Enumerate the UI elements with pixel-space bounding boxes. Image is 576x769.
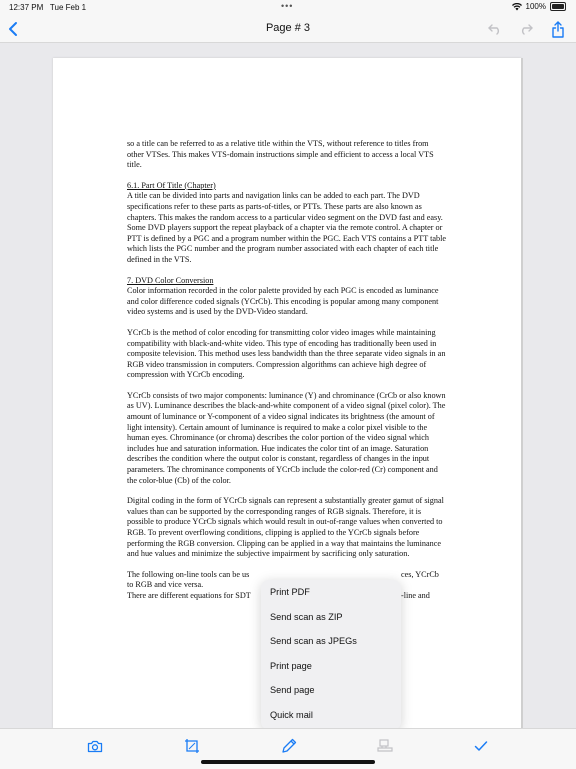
paragraph: YCrCb consists of two major components: luminance (Y) and chrominance (CrCb or also known as UV). Luminance describes the black-and-white component of a video signal (pixel color). The amount of luminance or Y-component of a video signal indicates its brightness (the amount of light intensity). Certain amount of luminance is required to make a color pixel visible to the human eyes. Chrominance (or chroma) describes the color portion of the video signal which includes hue and saturation information. Hue indicates the color tint of an image. Saturation describes the condition where the output color is constant, regardless of changes in the input parameters. The chrominance components of YCrCb include the color-red (Cr) component and the color-blue (Cb) of the color. xyxy=(127,390,446,485)
menu-item-print-pdf[interactable]: Print PDF xyxy=(270,587,310,597)
menu-item-print-page[interactable]: Print page xyxy=(270,660,312,671)
paragraph: Color information recorded in the color palette provided by each PGC is encoded as luminance and color difference coded signals (YCrCb). This encoding is popular among many component video systems and is used by the DVD-Video standard. xyxy=(127,286,439,317)
paragraph: A title can be divided into parts and navigation links can be added to each part. The DVD specifications refer to these parts as parts-of-titles, or PTTs. These parts are also known as chapters. This makes the random access to a particular video segment on the DVD fast and easy. Some DVD players support the repeat playback of a chapter via the remote control. A chapter or PTT is defined by a PGC and a program number within the PGC. Each VTS contains a PTT table which lists the PGC number and the program number associated with each chapter of each title defined in the VTS. xyxy=(127,191,447,264)
paragraph: so a title can be referred to as a relative title within the VTS, without reference to titles from other VTSes. This makes VTS-domain instructions simple and efficient to access a local VTS title. xyxy=(127,139,434,170)
section xyxy=(127,276,447,318)
section-heading: 7. DVD Color Conversion xyxy=(127,275,214,285)
stamp-icon xyxy=(377,738,393,754)
text-fragment: There are different equations for SDT xyxy=(127,590,251,600)
share-button[interactable] xyxy=(547,18,569,40)
document-text xyxy=(127,139,447,604)
paragraph: YCrCb is the method of color encoding for transmitting color video images while maintaining compatibility with black-and-white video. This type of encoding has traditionally been used in composite television. This method uses less bandwidth than the three separate video signals in an RGB video transmission in computers. Compression algorithms can achieve high degree of compression with YCrCb encoding. xyxy=(127,327,446,380)
menu-item-send-scan-zip[interactable]: Send scan as ZIP xyxy=(270,611,343,622)
paragraph: Digital coding in the form of YCrCb signals can represent a substantially greater gamut of signal values than can be supported by the corresponding ranges of RGB signals. Therefore, it is possible to produce YCrCb signals which would result in out-of-range values when converted to RGB. To prevent overflowing conditions, clipping is applied to the YCrCb signals before performing the RGB conversion. Clipping can be applied in a way that maintains the luminance and hue values and minimize the subjective impairment by sacrificing only saturation. xyxy=(127,496,444,559)
redo-button[interactable] xyxy=(515,18,537,40)
menu-item-quick-mail[interactable]: Quick mail xyxy=(270,709,313,720)
share-icon xyxy=(551,21,565,38)
redo-icon xyxy=(519,23,533,35)
camera-button[interactable] xyxy=(83,735,107,757)
checkmark-icon xyxy=(474,740,488,752)
section xyxy=(127,181,447,266)
nav-bar xyxy=(0,14,576,43)
done-button[interactable] xyxy=(469,735,493,757)
status-bar xyxy=(0,0,576,14)
camera-icon xyxy=(87,740,103,753)
section-heading: 6.1. Part Of Title (Chapter) xyxy=(127,180,216,190)
text-fragment: -line and xyxy=(401,590,430,600)
stamp-button[interactable] xyxy=(373,735,397,757)
wifi-icon xyxy=(512,3,522,11)
status-time: 12:37 PM Tue Feb 1 xyxy=(9,3,87,12)
annotate-button[interactable] xyxy=(277,735,301,757)
crop-icon xyxy=(184,738,200,754)
multitasking-dots-icon[interactable]: ••• xyxy=(281,1,294,11)
status-right xyxy=(512,2,566,11)
battery-icon xyxy=(550,2,566,11)
text-fragment: to RGB and vice versa. xyxy=(127,580,204,590)
pen-icon xyxy=(281,738,297,754)
page-edge xyxy=(521,58,523,728)
undo-button[interactable] xyxy=(484,18,506,40)
share-menu xyxy=(261,580,401,730)
menu-item-send-scan-jpegs[interactable]: Send scan as JPEGs xyxy=(270,636,357,647)
home-indicator[interactable] xyxy=(201,760,375,764)
undo-icon xyxy=(488,23,502,35)
text-fragment: The following on-line tools can be us xyxy=(127,569,250,579)
page-title: Page # 3 xyxy=(265,22,311,34)
text-fragment: ces, YCrCb xyxy=(401,569,439,579)
battery-percent: 100% xyxy=(525,2,546,11)
menu-item-send-page[interactable]: Send page xyxy=(270,685,315,696)
crop-button[interactable] xyxy=(180,735,204,757)
